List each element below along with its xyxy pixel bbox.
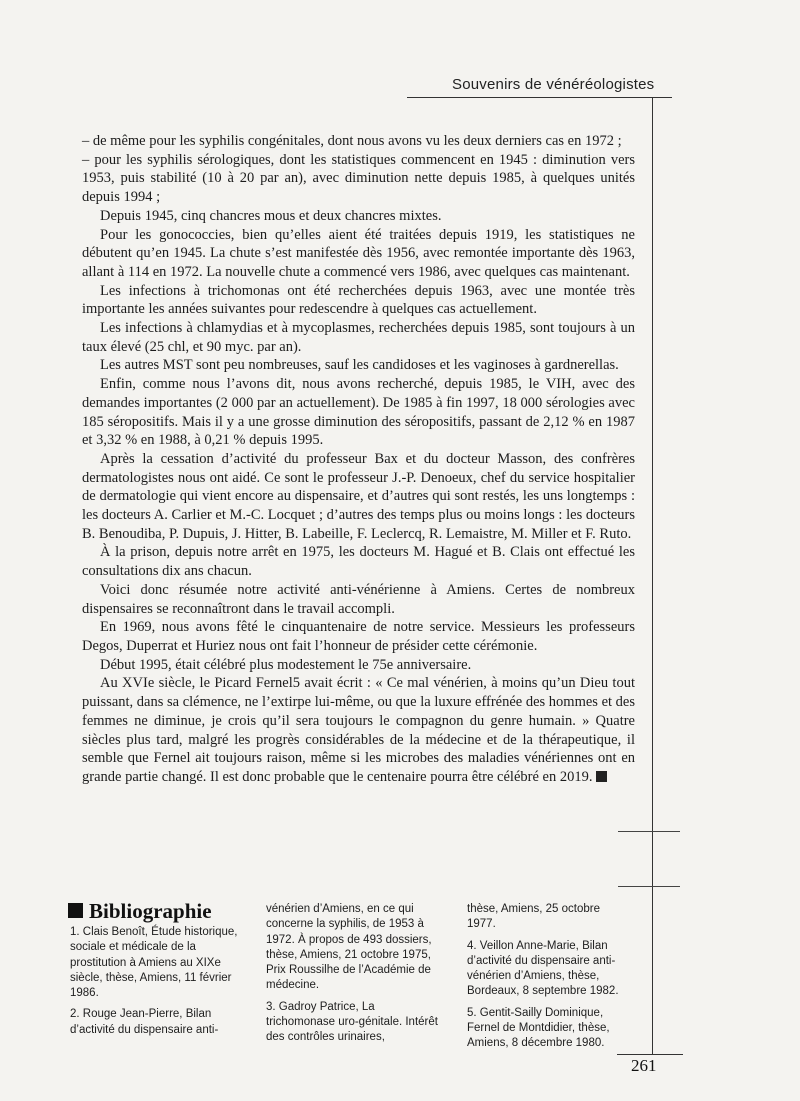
paragraph: Début 1995, était célébré plus modestement le 75e anniversaire. bbox=[100, 656, 472, 673]
paragraph: – pour les syphilis sérologiques, dont les statistiques commencent en 1945 : diminution vers 1953, puis stabilité (10 à 20 par an), avec diminution nette depuis 1985, à quelques unités depuis 1994 ; bbox=[82, 151, 635, 206]
paragraph: Pour les gonococcies, bien qu’elles aient été traitées depuis 1919, les statistiques ne débutent qu’en 1945. La chute s’est manifestée dès 1956, avec remontée importante dès 1963, allant à 114 en 1972. La nouvelle chute a commencé vers 1986, avec quelques cas maintenant. bbox=[82, 226, 635, 280]
bibliography-entry: 5. Gentit-Sailly Dominique, Fernel de Montdidier, thèse, Amiens, 8 décembre 1980. bbox=[467, 1006, 610, 1050]
paragraph: Les infections à chlamydias et à mycoplasmes, recherchées depuis 1985, sont toujours à un taux élevé (25 chl, et 90 myc. par an). bbox=[82, 320, 635, 355]
margin-tick-lower bbox=[618, 886, 680, 887]
margin-rule bbox=[652, 97, 653, 1055]
body-text bbox=[82, 132, 635, 787]
final-paragraph-text: Au XVIe siècle, le Picard Fernel5 avait écrit : « Ce mal vénérien, à moins qu’un Dieu tout puissant, dans sa clémence, ne l’extirpe lui-même, ou que la luxure effrénée des hommes et des femmes ne diminue, je crois qu’il sera toujours le compagnon du genre humain. » Quatre siècles plus tard, malgré les progrès considérables de la médecine et de la thérapeutique, il semble que Fernel ait toujours raison, même si les microbes des maladies vénériennes ont en grande partie changé. Il est donc probable que le centenaire pourra être célébré en 2019. bbox=[82, 675, 635, 785]
running-head: Souvenirs de vénéréologistes bbox=[452, 76, 655, 93]
header-rule bbox=[407, 97, 672, 98]
paragraph: Les infections à trichomonas ont été recherchées depuis 1963, avec une montée très importante les années suivantes pour redescendre à quelques cas actuellement. bbox=[82, 282, 635, 318]
bibliography-title: Bibliographie bbox=[89, 899, 212, 923]
footer-rule bbox=[617, 1054, 683, 1055]
bibliography-heading bbox=[68, 899, 212, 924]
bibliography-entry: 1. Clais Benoît, Étude historique, sociale et médicale de la prostitution à Amiens au XIXe siècle, thèse, Amiens, 11 février 1986. bbox=[70, 926, 238, 1000]
bibliography-entry: vénérien d’Amiens, en ce qui concerne la syphilis, de 1953 à 1972. À propos de 493 dossiers, thèse, Amiens, 21 octobre 1975, Prix Roussilhe de l’Académie de médecine. bbox=[266, 903, 432, 992]
square-bullet-icon bbox=[68, 903, 83, 918]
end-mark-icon bbox=[596, 771, 607, 782]
margin-tick-upper bbox=[618, 831, 680, 832]
paragraph: Depuis 1945, cinq chancres mous et deux chancres mixtes. bbox=[100, 207, 442, 224]
paragraph: À la prison, depuis notre arrêt en 1975, les docteurs M. Hagué et B. Clais ont effectué les consultations dix ans chacun. bbox=[82, 544, 635, 580]
bibliography-entry: 3. Gadroy Patrice, La trichomonase uro-génitale. Intérêt des contrôles urinaires, bbox=[266, 1000, 438, 1044]
paragraph-final bbox=[82, 674, 635, 786]
paragraph: Les autres MST sont peu nombreuses, sauf les candidoses et les vaginoses à gardnerellas. bbox=[100, 357, 619, 374]
paragraph: – de même pour les syphilis congénitales, dont nous avons vu les deux derniers cas en 1972 ; bbox=[82, 133, 622, 149]
bibliography-entry: 2. Rouge Jean-Pierre, Bilan d’activité du dispensaire anti- bbox=[70, 1008, 219, 1036]
bibliography-column-2 bbox=[266, 902, 438, 1052]
bibliography-entry: thèse, Amiens, 25 octobre 1977. bbox=[467, 903, 600, 931]
paragraph: En 1969, nous avons fêté le cinquantenaire de notre service. Messieurs les professeurs Degos, Duperrat et Huriez nous ont fait l’honneur de présider cette cérémonie. bbox=[82, 619, 635, 654]
bibliography-column-1 bbox=[70, 925, 250, 1044]
bibliography-entry: 4. Veillon Anne-Marie, Bilan d’activité du dispensaire anti-vénérien d’Amiens, thèse, Bordeaux, 8 septembre 1982. bbox=[467, 939, 619, 998]
paragraph: Après la cessation d’activité du professeur Bax et du docteur Masson, des confrères dermatologistes nous ont aidé. Ce sont le professeur J.-P. Denoeux, chef du service hospitalier de dermatologie qui vient encore au dispensaire, et d’autres qui sont restés, les uns longtemps : les docteurs A. Carlier et M.-C. Locquet ; d’autres des temps plus ou moins longs : les docteurs B. Benoudiba, P. Dupuis, J. Hitter, B. Labeille, F. Leclercq, R. Lemaistre, M. Miller et F. Ruto. bbox=[82, 450, 635, 542]
bibliography-column-3 bbox=[467, 902, 619, 1058]
paragraph: Voici donc résumée notre activité anti-vénérienne à Amiens. Certes de nombreux dispensaires se reconnaîtront dans le travail accompli. bbox=[82, 581, 635, 617]
paragraph: Enfin, comme nous l’avons dit, nous avons recherché, depuis 1985, le VIH, avec des demandes importantes (2 000 par an actuellement). De 1985 à fin 1997, 18 000 sérologies avec 185 séropositifs. Mais il y a une grosse diminution des séropositifs, passant de 2,12 % en 1987 et 3,32 % en 1988, à 0,21 % depuis 1995. bbox=[82, 376, 635, 449]
page-number: 261 bbox=[631, 1056, 657, 1075]
